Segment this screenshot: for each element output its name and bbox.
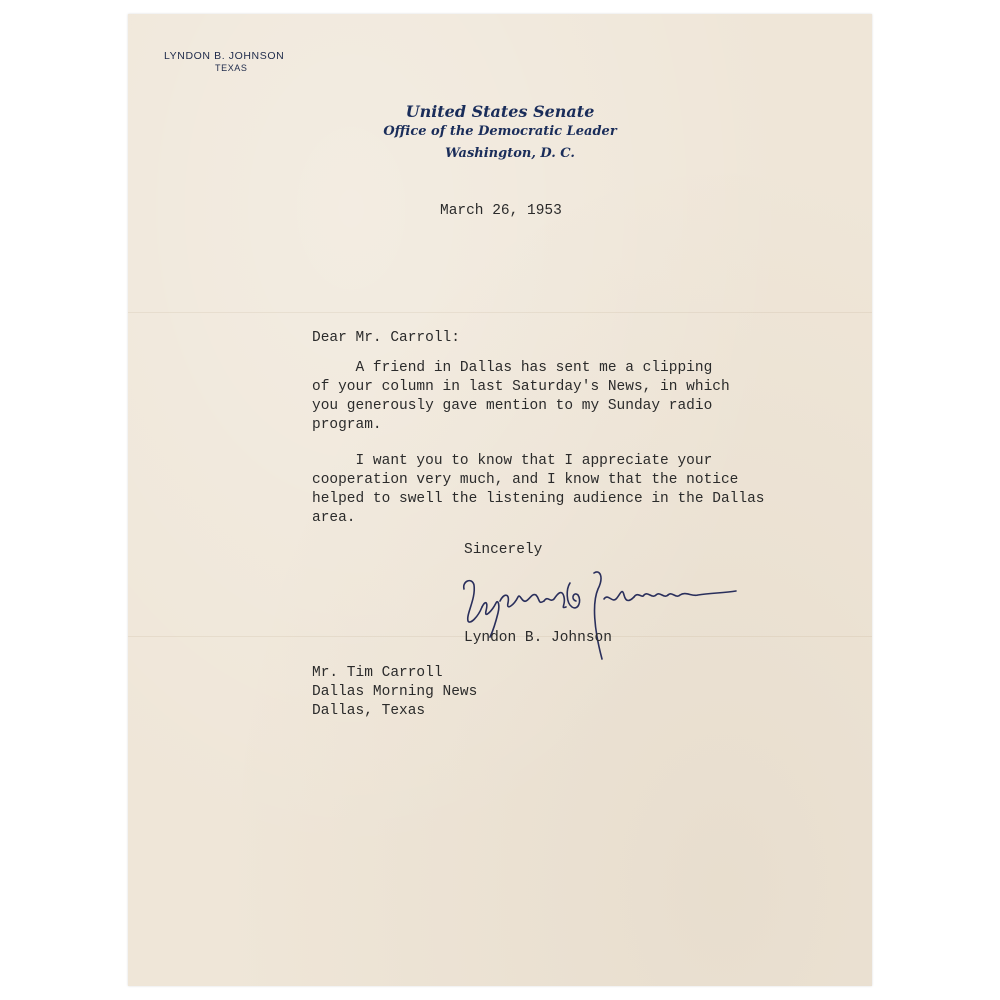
recipient-address [312, 664, 477, 721]
letterhead-state: TEXAS [215, 63, 248, 73]
address-line: Dallas Morning News [312, 684, 478, 700]
body-paragraph-2 [312, 452, 764, 528]
address-line: Dallas, Texas [312, 703, 426, 719]
handwritten-signature [454, 559, 744, 669]
paragraph-line: area. [312, 510, 356, 526]
paragraph-line: cooperation very much, and I know that the notice [312, 472, 739, 488]
letterhead-name: LYNDON B. JOHNSON [164, 50, 285, 62]
paragraph-line: I want you to know that I appreciate your [312, 453, 713, 469]
paragraph-line: A friend in Dallas has sent me a clipping [312, 360, 713, 376]
paragraph-line: you generously gave mention to my Sunday radio [312, 398, 713, 414]
paragraph-line: helped to swell the listening audience in the Dallas [312, 491, 765, 507]
signer-name: Lyndon B. Johnson [464, 630, 612, 646]
letter-date: March 26, 1953 [440, 203, 562, 219]
address-line: Mr. Tim Carroll [312, 665, 443, 681]
paper-fold-line [128, 312, 872, 313]
letter-page [128, 14, 872, 986]
letterhead-office: Office of the Democratic Leader [383, 124, 617, 139]
paragraph-line: of your column in last Saturday's News, in which [312, 379, 730, 395]
letterhead-senate: United States Senate [405, 102, 595, 121]
letterhead-city: Washington, D. C. [445, 146, 575, 161]
body-paragraph-1 [312, 359, 730, 435]
salutation: Dear Mr. Carroll: [312, 330, 460, 346]
paragraph-line: program. [312, 417, 382, 433]
closing: Sincerely [464, 542, 543, 558]
